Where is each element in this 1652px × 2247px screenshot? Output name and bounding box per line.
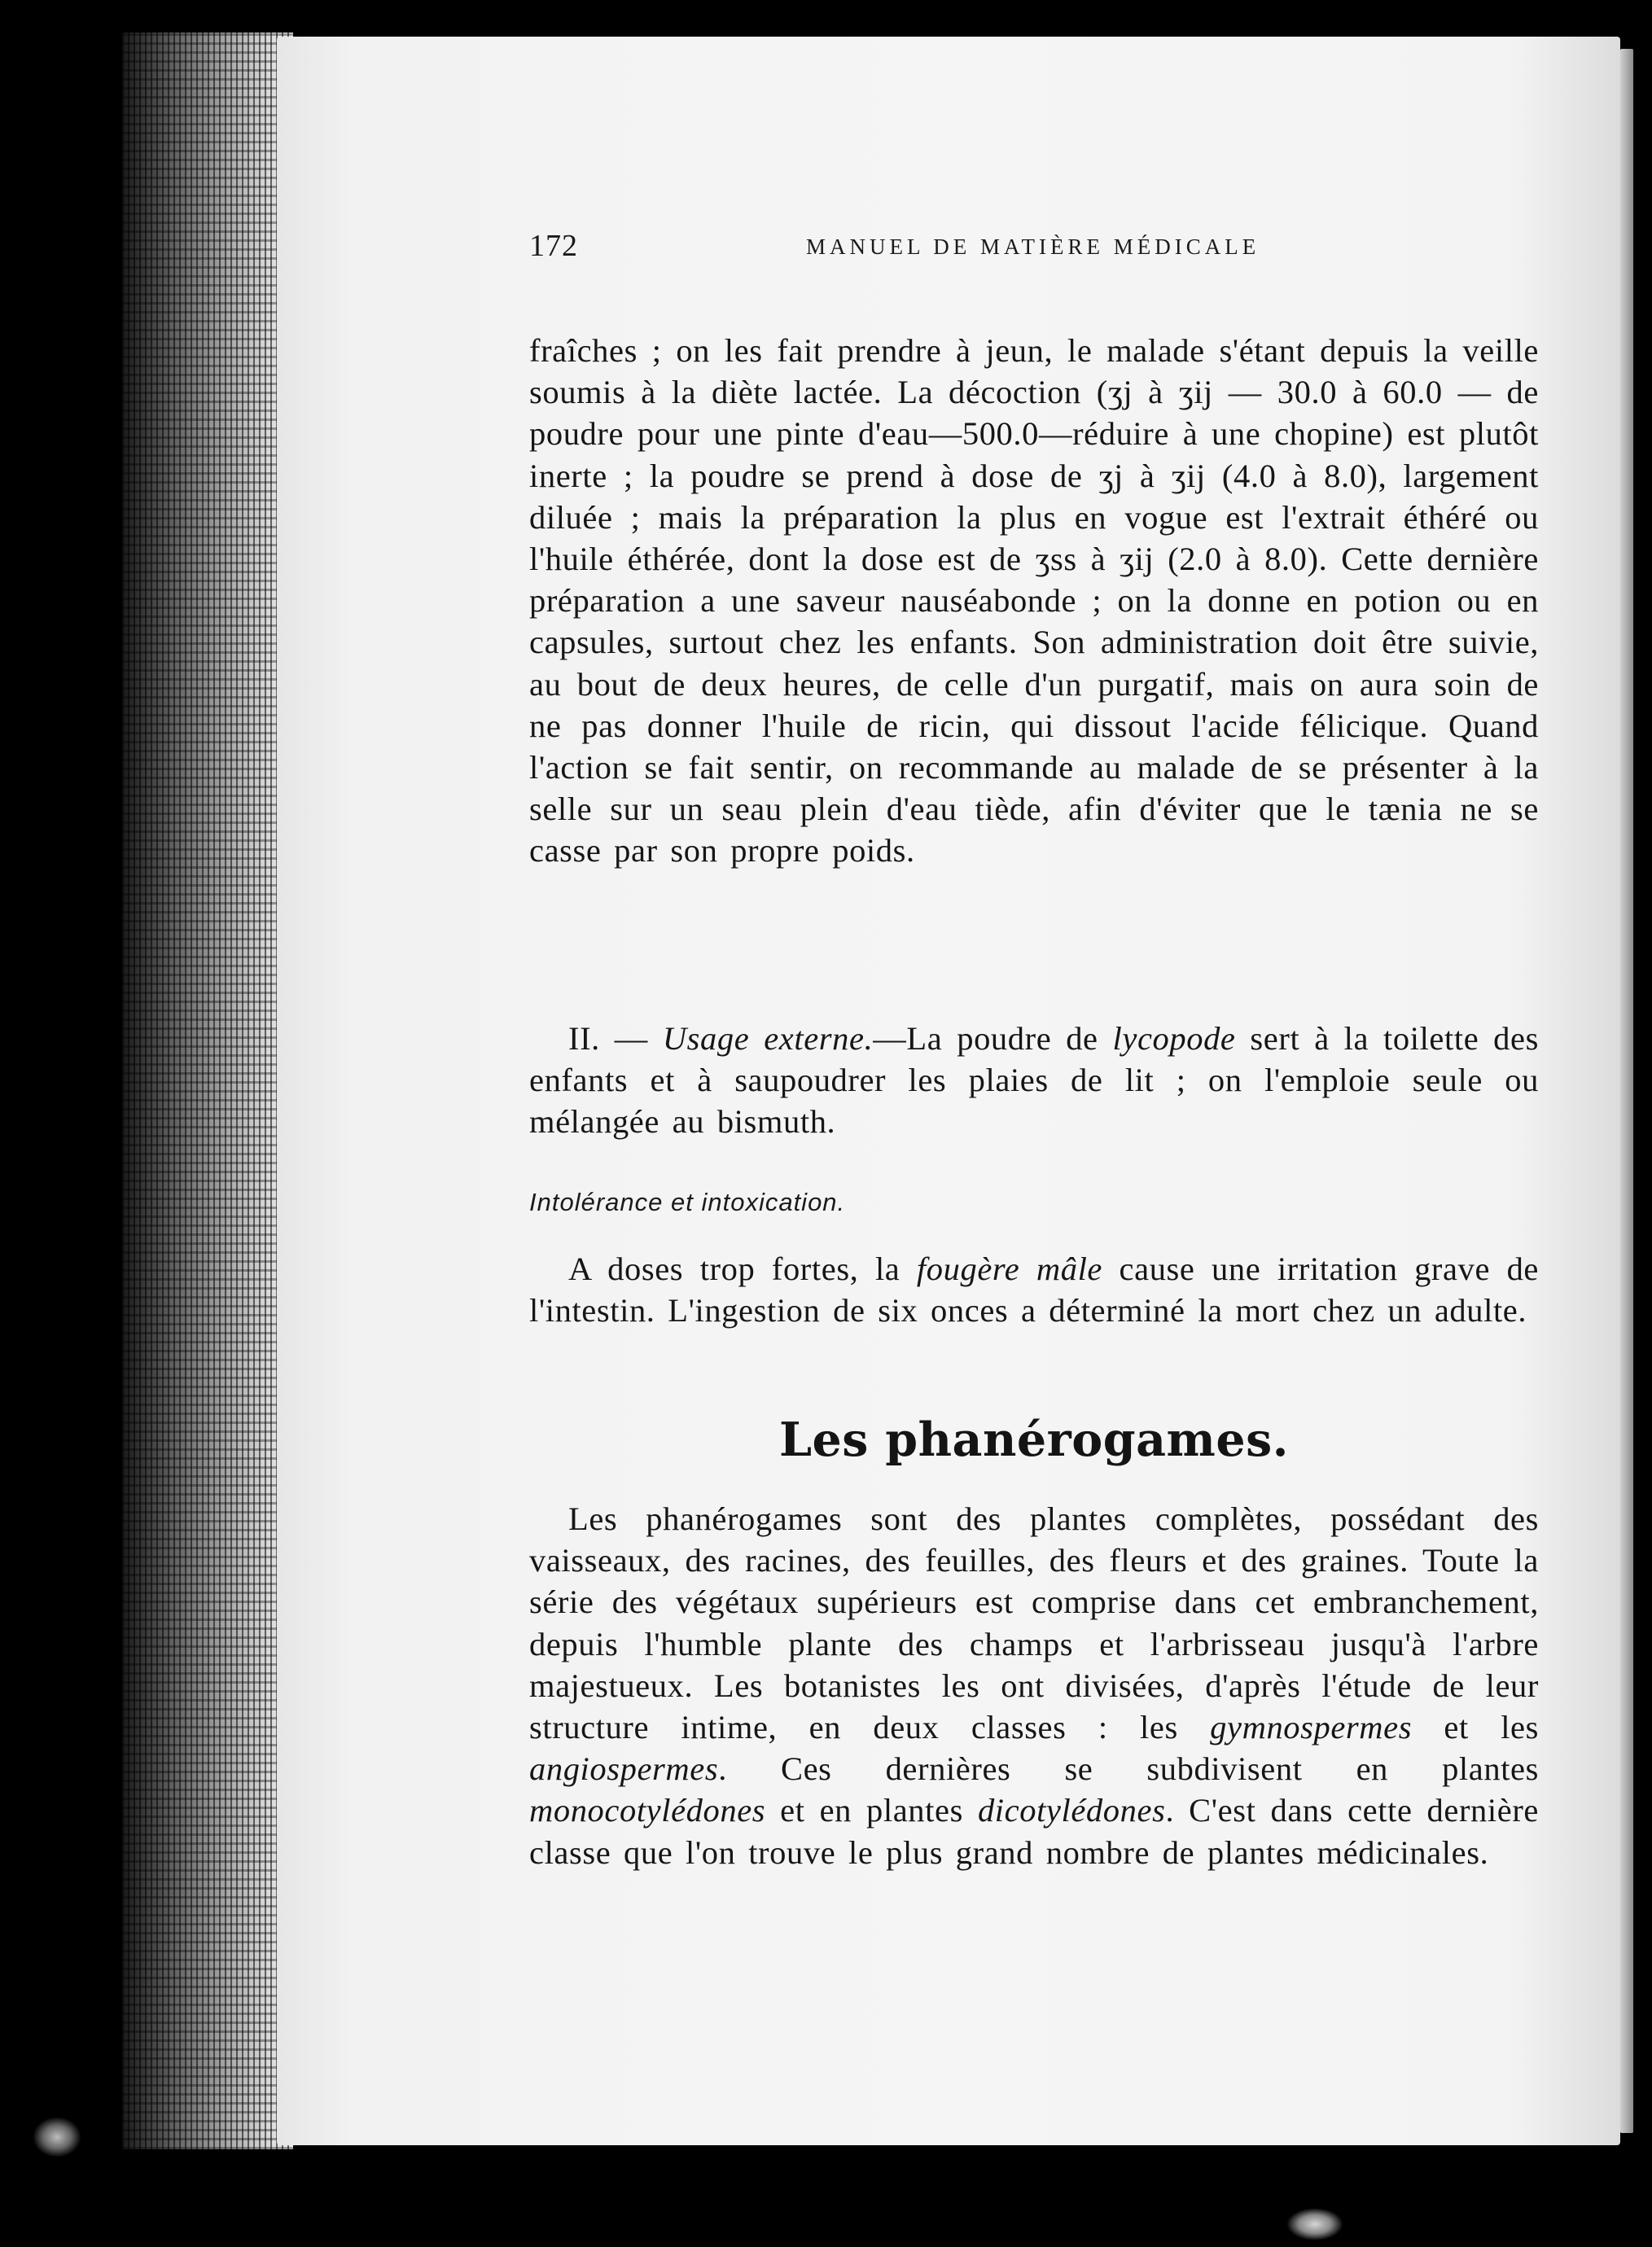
intolerance-term: fougère mâle (916, 1251, 1102, 1287)
running-head: MANUEL DE MATIÈRE MÉDICALE (806, 234, 1260, 259)
paragraph-administration (529, 330, 1539, 872)
term-gymnospermes: gymnospermes (1210, 1709, 1413, 1746)
section-title: Les phanérogames. (778, 1413, 1290, 1467)
scan-artifact (33, 2117, 81, 2157)
usage-text: La poudre de (906, 1020, 1113, 1057)
term-dicotyledones: dicotylédones (977, 1792, 1166, 1829)
term-angiospermes: angiospermes (529, 1750, 719, 1788)
section-text: . C'est dans cette dernière classe que l'on trouve le plus grand nombre de plantes médicinales. (529, 1792, 1539, 1871)
usage-label: Usage externe. (662, 1020, 874, 1057)
page-header (529, 228, 1539, 269)
bottom-border (0, 2198, 1652, 2247)
usage-text: sert à la toilette des enfants et à saupoudrer les plaies de lit ; on l'emploie seule ou mélangée au bismuth. (529, 1020, 1539, 1141)
book-spine (122, 33, 293, 2149)
usage-prefix: II. — (568, 1020, 663, 1057)
usage-dash: — (873, 1020, 907, 1057)
section-text: et en plantes (765, 1792, 978, 1829)
usage-term: lycopode (1112, 1020, 1236, 1057)
section-text: . Ces dernières se subdivisent en plantes (718, 1750, 1539, 1788)
term-monocotyledones: monocotylédones (529, 1792, 766, 1829)
paragraph-usage-externe (529, 1018, 1539, 1143)
page-edge (1620, 49, 1633, 2133)
paragraph-phanerogames (529, 1498, 1539, 1873)
subheading-intolerance: Intolérance et intoxication. (529, 1188, 846, 1216)
paragraph-text: fraîches ; on les fait prendre à jeun, le malade s'étant depuis la veille soumis à la diète lactée. La décoction (ʒj à ʒij — 30.0 à 60.0 — de poudre pour une pinte d'eau—500.0—réduire à une chopine) est plutôt inerte ; la poudre se prend à dose de ʒj à ʒij (4.0 à 8.0), largement diluée ; mais la préparation la plus en vogue est l'extrait éthéré ou l'huile éthérée, dont la dose est de ʒss à ʒij (2.0 à 8.0). Cette dernière préparation a une saveur nauséabonde ; on la donne en potion ou en capsules, surtout chez les enfants. Son administration doit être suivie, au bout de deux heures, de celle d'un purgatif, mais on aura soin de ne pas donner l'huile de ricin, qui dissout l'acide félicique. Quand l'action se fait sentir, on recommande au malade de se présenter à la selle sur un seau plein d'eau tiède, afin d'éviter que le tænia ne se casse par son propre poids. (529, 332, 1539, 869)
intolerance-text: A doses trop fortes, la (568, 1251, 917, 1287)
paragraph-intolerance (529, 1248, 1539, 1331)
section-text: Les phanérogames sont des plantes complètes, possédant des vaisseaux, des racines, des feuilles, des fleurs et des graines. Toute la série des végétaux supérieurs est comprise dans cet embranchement, depuis l'humble plante des champs et l'arbrisseau jusqu'à l'arbre majestueux. Les botanistes les ont divisées, d'après l'étude de leur structure intime, en deux classes : les (529, 1500, 1539, 1746)
page-number: 172 (529, 229, 578, 263)
scan-artifact (1286, 2208, 1343, 2240)
section-text: et les (1412, 1709, 1539, 1746)
intolerance-text: cause une irritation grave de l'intestin. L'ingestion de six onces a déterminé la mort chez un adulte. (529, 1251, 1539, 1329)
